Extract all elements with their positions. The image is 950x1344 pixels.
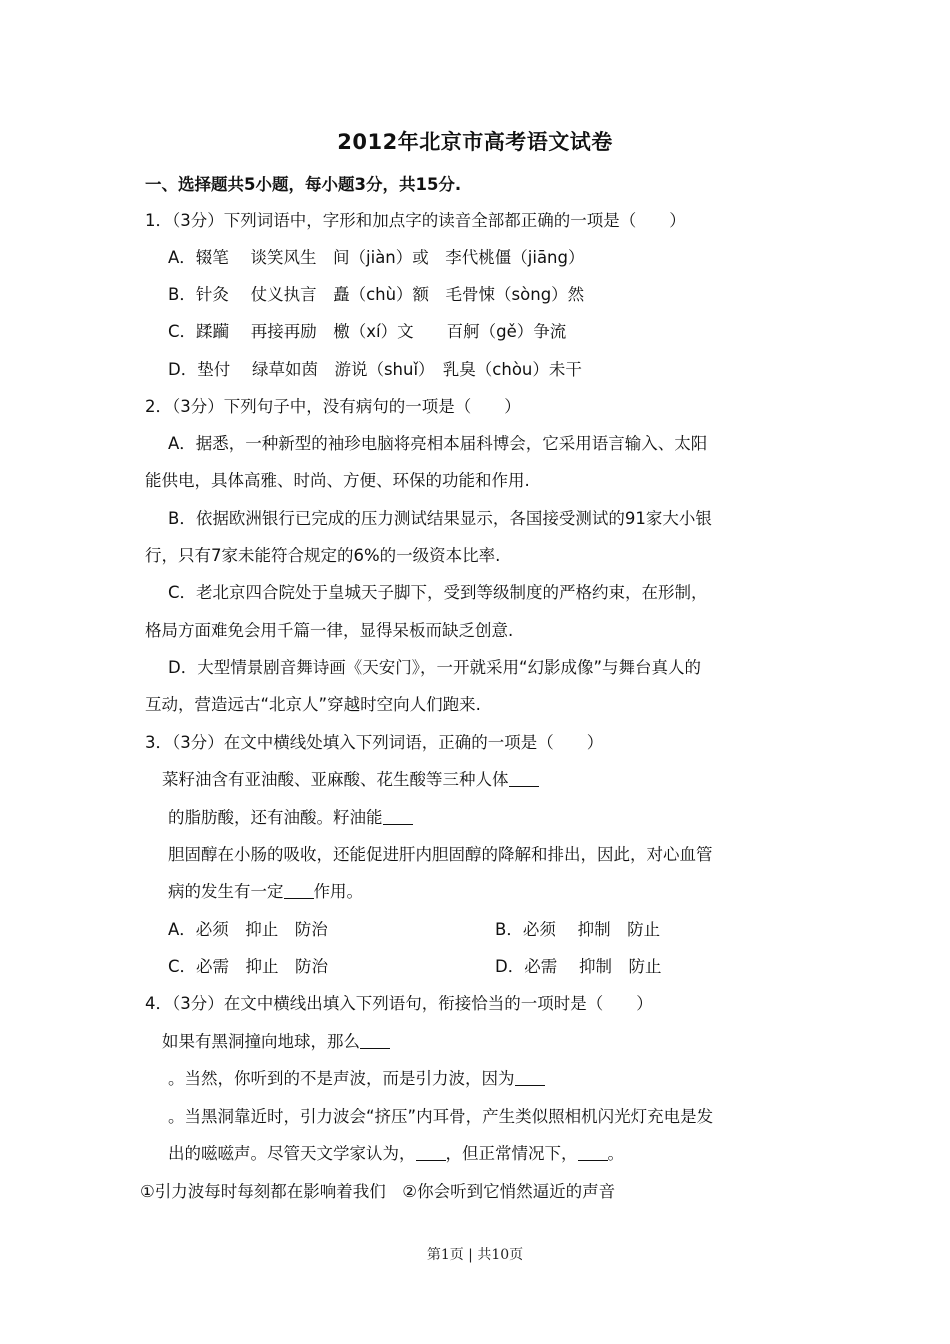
- question-3-option-c: C．必需 抑止 防治: [168, 957, 329, 976]
- question-3-passage-line2: [168, 806, 413, 830]
- passage-text: 的脂肪酸，还有油酸。籽油能: [168, 808, 383, 827]
- question-3-passage-line3: 胆固醇在小肠的吸收，还能促进肝内胆固醇的降解和排出，因此，对心血管: [168, 845, 713, 864]
- question-2-option-c-line2: 格局方面难免会用千篇一律，显得呆板而缺乏创意.: [145, 621, 514, 640]
- question-1-stem: 1．（3分）下列词语中，字形和加点字的读音全部都正确的一项是（ ）: [145, 211, 686, 230]
- question-3-passage-line1: [162, 768, 539, 792]
- passage-text: 。: [607, 1144, 624, 1163]
- question-3-option-a: A．必须 抑止 防治: [168, 920, 328, 939]
- question-3-passage-line4: [168, 880, 363, 904]
- question-4-stem: 4．（3分）在文中横线出填入下列语句，衔接恰当的一项时是（ ）: [145, 994, 653, 1013]
- question-4-passage-line4: [168, 1142, 624, 1166]
- question-2-option-d-line2: 互动，营造远古“北京人”穿越时空向人们跑来.: [145, 695, 481, 714]
- question-2-option-d-line1: D．大型情景剧音舞诗画《天安门》，一开就采用“幻影成像”与舞台真人的: [168, 658, 702, 677]
- fill-blank: [578, 1144, 608, 1161]
- question-2-option-b-line2: 行，只有7家未能符合规定的6%的一级资本比率.: [145, 546, 501, 565]
- question-2-option-b-line1: B．依据欧洲银行已完成的压力测试结果显示，各国接受测试的91家大小银: [168, 509, 712, 528]
- passage-text: 病的发生有一定: [168, 882, 284, 901]
- question-3-option-b: B．必须 抑制 防止: [495, 920, 661, 939]
- fill-blank: [284, 882, 314, 899]
- question-2-stem: 2．（3分）下列句子中，没有病句的一项是（ ）: [145, 397, 521, 416]
- passage-text: ，但正常情况下，: [445, 1144, 578, 1163]
- question-2-option-a-line2: 能供电，具体高雅、时尚、方便、环保的功能和作用.: [145, 471, 530, 490]
- passage-text: 出的嗞嗞声。尽管天文学家认为，: [168, 1144, 416, 1163]
- question-1-option-a: A．辍笔 谈笑风生 间（jiàn）或 李代桃僵（jiāng）: [168, 248, 585, 267]
- passage-text: 作用。: [313, 882, 363, 901]
- passage-text: 。当然，你听到的不是声波，而是引力波，因为: [168, 1069, 515, 1088]
- question-4-sentences: ①引力波每时每刻都在影响着我们 ②你会听到它悄然逼近的声音: [140, 1182, 616, 1201]
- page-title: 2012年北京市高考语文试卷: [337, 130, 613, 154]
- question-4-passage-line1: [162, 1030, 390, 1054]
- question-2-option-c-line1: C．老北京四合院处于皇城天子脚下，受到等级制度的严格约束，在形制，: [168, 583, 708, 602]
- question-1-option-b: B．针灸 仗义执言 矗（chù）额 毛骨悚（sòng）然: [168, 285, 585, 304]
- question-1-option-c: C．蹂躏 再接再励 檄（xí）文 百舸（gě）争流: [168, 322, 567, 341]
- question-3-option-d: D．必需 抑制 防止: [495, 957, 662, 976]
- fill-blank: [509, 770, 539, 787]
- page-footer: 第1页 | 共10页: [426, 1247, 524, 1263]
- question-4-passage-line2: [168, 1067, 545, 1091]
- question-3-stem: 3．（3分）在文中横线处填入下列词语，正确的一项是（ ）: [145, 733, 604, 752]
- passage-text: 菜籽油含有亚油酸、亚麻酸、花生酸等三种人体: [162, 770, 509, 789]
- passage-text: 如果有黑洞撞向地球，那么: [162, 1032, 360, 1051]
- section-heading: 一、选择题共5小题，每小题3分，共15分.: [145, 175, 462, 194]
- fill-blank: [416, 1144, 446, 1161]
- question-1-option-d: D．垫付 绿草如茵 游说（shuǐ） 乳臭（chòu）未干: [168, 360, 582, 379]
- fill-blank: [383, 808, 413, 825]
- fill-blank: [360, 1032, 390, 1049]
- question-4-passage-line3: 。当黑洞靠近时，引力波会“挤压”内耳骨，产生类似照相机闪光灯充电是发: [168, 1107, 714, 1126]
- fill-blank: [515, 1069, 545, 1086]
- question-2-option-a-line1: A．据悉，一种新型的袖珍电脑将亮相本届科博会，它采用语言输入、太阳: [168, 434, 708, 453]
